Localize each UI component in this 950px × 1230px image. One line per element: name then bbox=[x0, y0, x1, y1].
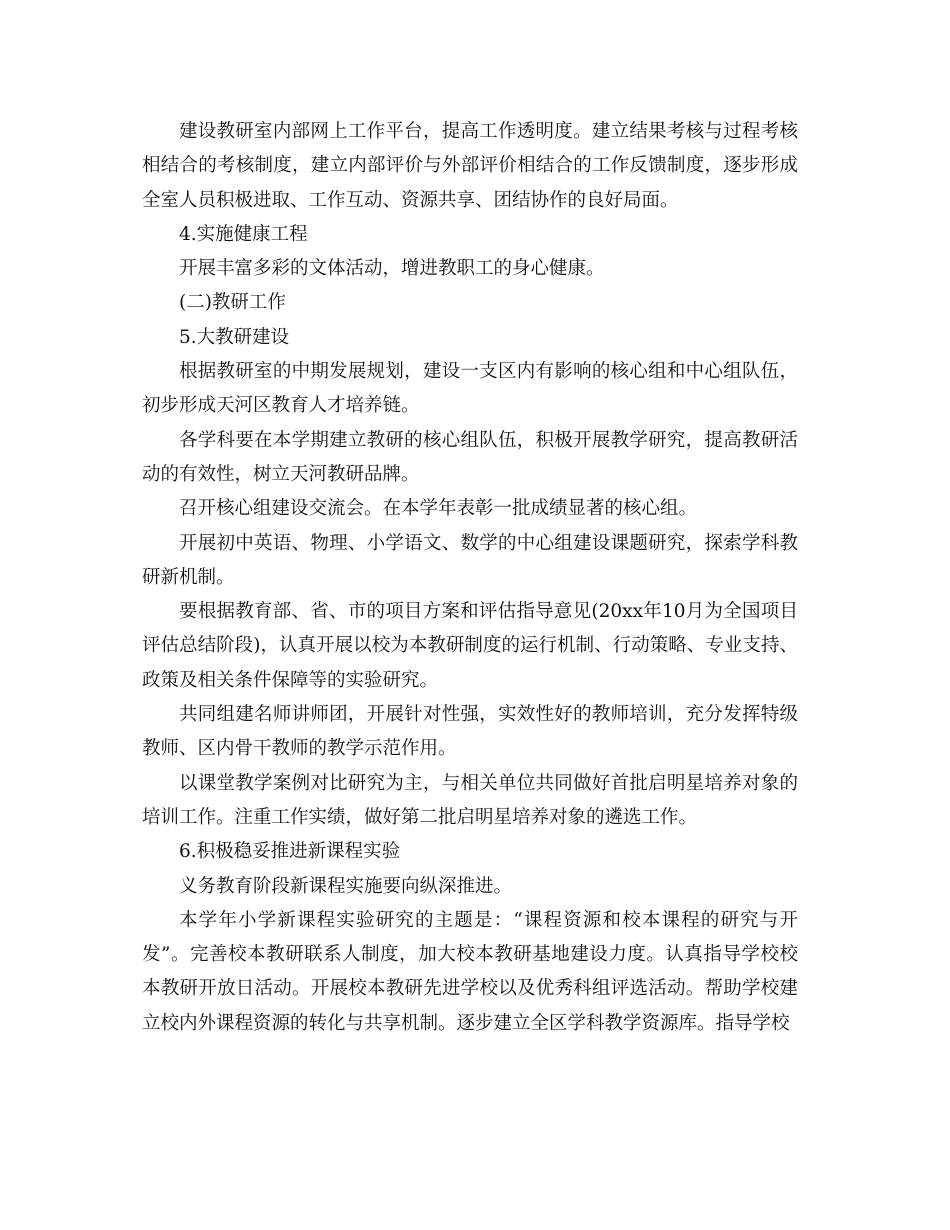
paragraph-lecturer-group: 共同组建名师讲师团，开展针对性强，实效性好的教师培训，充分发挥特级教师、区内骨干教师的教学示范作用。 bbox=[142, 704, 798, 760]
paragraph-compulsory-education: 义务教育阶段新课程实施要向纵深推进。 bbox=[179, 875, 513, 897]
heading-new-curriculum: 6.积极稳妥推进新课程实验 bbox=[179, 841, 401, 863]
paragraph-sports-activities: 开展丰富多彩的文体活动，增进教职工的身心健康。 bbox=[179, 258, 605, 280]
paragraph-exchange-meeting: 召开核心组建设交流会。在本学年表彰一批成绩显著的核心组。 bbox=[179, 498, 698, 520]
paragraph-school-based-research: 要根据教育部、省、市的项目方案和评估指导意见(20xx年10月为全国项目评估总结阶段)，认真开展以校为本教研制度的运行机制、行动策略、专业支持、政策及相关条件保障等的实验研究。 bbox=[142, 601, 798, 691]
paragraph-core-group: 各学科要在本学期建立教研的核心组队伍，积极开展教学研究，提高教研活动的有效性，树立天河教研品牌。 bbox=[142, 429, 798, 485]
paragraph-platform: 建设教研室内部网上工作平台，提高工作透明度。建立结果考核与过程考核相结合的考核制度，建立内部评价与外部评价相结合的工作反馈制度，逐步形成全室人员积极进取、工作互动、资源共享、团结协作的良好局面。 bbox=[142, 121, 798, 211]
paragraph-classroom-cases: 以课堂教学案例对比研究为主，与相关单位共同做好首批启明星培养对象的培训工作。注重工作实绩，做好第二批启明星培养对象的遴选工作。 bbox=[142, 772, 798, 828]
paragraph-center-group-research: 开展初中英语、物理、小学语文、数学的中心组建设课题研究，探索学科教研新机制。 bbox=[142, 532, 798, 588]
heading-health-project: 4.实施健康工程 bbox=[179, 223, 308, 245]
document-body bbox=[142, 115, 798, 1041]
heading-big-research-building: 5.大教研建设 bbox=[179, 326, 290, 348]
paragraph-curriculum-resources: 本学年小学新课程实验研究的主题是：“课程资源和校本课程的研究与开发”。完善校本教研联系人制度，加大校本教研基地建设力度。认真指导学校校本教研开放日活动。开展校本教研先进学校以及优秀科组评选活动。帮助学校建立校内外课程资源的转化与共享机制。逐步建立全区学科教学资源库。指导学校 bbox=[142, 909, 798, 1034]
heading-teaching-research: (二)教研工作 bbox=[179, 292, 286, 314]
paragraph-mid-term-plan: 根据教研室的中期发展规划，建设一支区内有影响的核心组和中心组队伍，初步形成天河区教育人才培养链。 bbox=[142, 361, 798, 417]
